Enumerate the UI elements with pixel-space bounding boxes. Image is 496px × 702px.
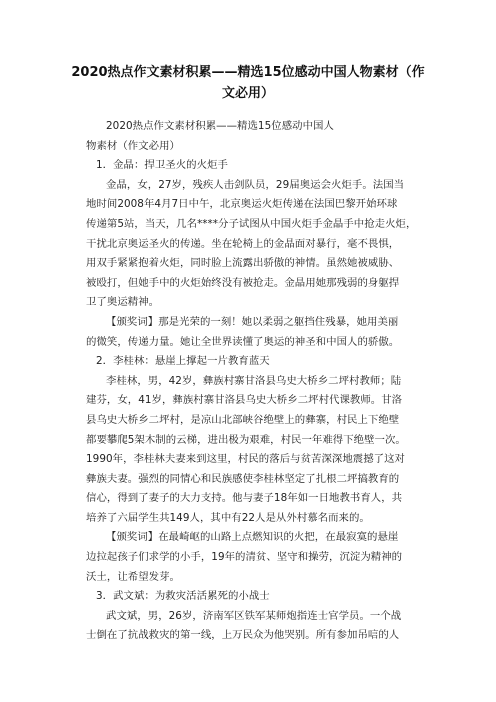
text-line: 的微笑，传递力量。她让全世界读懂了奥运的神圣和中国人的骄傲。 <box>86 335 400 348</box>
text-line: 被殴打，但她手中的火炬始终没有被抢走。金晶用她那残弱的身躯捍 <box>86 276 400 289</box>
text-line: 李桂林，男，42岁，彝族村寨甘洛县乌史大桥乡二坪村教师；陆 <box>106 374 402 387</box>
section-heading: 3．武文斌：为救灾活活累死的小战士 <box>96 590 270 603</box>
text-line: 武文斌，男，26岁，济南军区铁军某师炮指连士官学员。一个战 <box>106 609 402 622</box>
text-line: 士倒在了抗战救灾的第一线，上万民众为他哭别。所有参加吊唁的人 <box>86 629 400 642</box>
title-line-1: 2020热点作文素材积累——精选15位感动中国人物素材（作 <box>71 65 425 80</box>
text-line: 地时间2008年4月7日中午，北京奥运火炬传递在法国巴黎开始环球 <box>86 198 398 211</box>
text-line: 培养了六届学生共149人，其中有22人是从外村慕名而来的。 <box>86 511 370 524</box>
text-line: 2020热点作文素材积累——精选15位感动中国人 <box>106 120 334 132</box>
text-line: 用双手紧紧抱着火炬，同时脸上流露出骄傲的神情。虽然她被威胁、 <box>86 257 400 270</box>
text-line: 传递第5站，当天，几名****分子试图从中国火炬手金晶手中抢走火炬， <box>86 217 417 230</box>
text-line: 金晶，女，27岁，残疾人击剑队员，29届奥运会火炬手。法国当 <box>106 178 405 191</box>
text-line: 物素材（作文必用） <box>86 139 180 152</box>
text-line: 边拉起孩子们求学的小手，19年的清贫、坚守和操劳，沉淀为精神的 <box>86 551 403 564</box>
document-body <box>86 117 426 646</box>
text-line: 彝族夫妻。强烈的同情心和民族感使李桂林坚定了扎根二坪搞教育的 <box>86 472 400 485</box>
text-line: 【颁奖词】那是光荣的一刻！她以柔弱之躯挡住残暴，她用美丽 <box>106 315 399 328</box>
text-line: 【颁奖词】在最崎岖的山路上点燃知识的火把，在最寂寞的悬崖 <box>106 531 399 544</box>
title-line-2: 文必用） <box>221 86 274 101</box>
text-line: 干扰北京奥运圣火的传递。坐在轮椅上的金晶面对暴行，毫不畏惧， <box>86 237 400 250</box>
text-line: 县乌史大桥乡二坪村，是凉山北部峡谷绝壁上的彝寨，村民上下绝壁 <box>86 413 400 426</box>
text-line: 建芬，女，41岁，彝族村寨甘洛县乌史大桥乡二坪村代课教师。甘洛 <box>86 394 403 407</box>
text-line: 卫了奥运精神。 <box>86 296 160 309</box>
text-line: 1990年，李桂林夫妻来到这里，村民的落后与贫苦深深地震撼了这对 <box>86 453 405 466</box>
document-title <box>60 62 436 104</box>
section-heading: 1．金晶：捍卫圣火的火炬手 <box>96 159 228 172</box>
section-heading: 2．李桂林：悬崖上撑起一片教育蓝天 <box>96 355 270 368</box>
text-line: 都要攀爬5架木制的云梯，进出极为艰难，村民一年难得下绝壁一次。 <box>86 433 406 446</box>
text-line: 沃土，让希望发芽。 <box>86 570 180 583</box>
text-line: 信心，得到了妻子的大力支持。他与妻子18年如一日地教书育人，共 <box>86 492 403 505</box>
